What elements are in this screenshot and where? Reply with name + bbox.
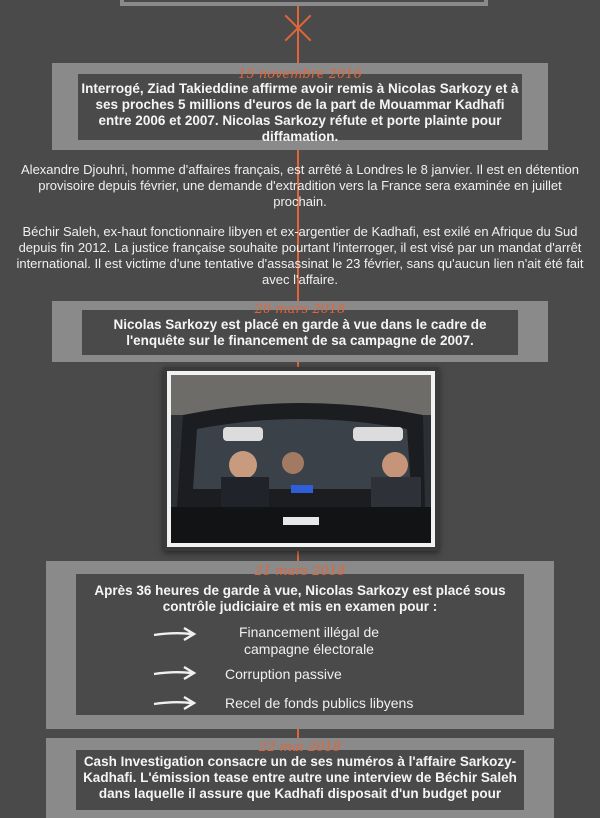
photo-sarkozy-car <box>163 367 439 551</box>
event-text: Après 36 heures de garde à vue, Nicolas Sarkozy est placé sous contrôle judiciaire et mis en examen pour : <box>94 583 506 614</box>
paragraph-djouhri: Alexandre Djouhri, homme d'affaires français, est arrêté à Londres le 8 janvier. Il est en détention provisoire depuis février, une demande d'extradition vers la France sera examinée en juillet prochain. <box>21 162 579 209</box>
event-text: Nicolas Sarkozy est placé en garde à vue dans le cadre de l'enquête sur le financement de sa campagne de 2007. <box>113 317 487 348</box>
arrow-right-icon <box>152 624 198 644</box>
event-card-mise-en-examen <box>46 561 554 729</box>
event-date: 21 mars 2018 <box>254 564 346 579</box>
previous-card-edge <box>120 0 488 6</box>
event-card-cash-investigation <box>46 738 554 818</box>
event-card-2016 <box>52 63 548 150</box>
event-text: Interrogé, Ziad Takieddine affirme avoir remis à Nicolas Sarkozy et à ses proches 5 millions d'euros de la part de Mouammar Kadhafi entre 2006 et 2007. Nicolas Sarkozy réfute et porte plainte pour diffamation. <box>81 81 519 144</box>
charge-item: Financement illégal de campagne électorale <box>238 624 380 657</box>
arrow-right-icon <box>152 663 198 683</box>
event-text: Cash Investigation consacre un de ses numéros à l'affaire Sarkozy-Kadhafi. L'émission tease entre autre une interview de Béchir Saleh dans laquelle il assure que Kadhafi disposait d'un budget pour <box>83 754 517 801</box>
event-date: 22 mai 2018 <box>258 740 342 755</box>
event-date: 15 novembre 2016 <box>238 67 362 82</box>
charge-item: Corruption passive <box>225 666 342 682</box>
event-card-garde-a-vue <box>52 301 548 362</box>
close-cross-icon <box>284 14 312 42</box>
charge-item: Recel de fonds publics libyens <box>225 695 414 711</box>
event-date: 20 mars 2018 <box>254 302 346 317</box>
arrow-right-icon <box>152 693 198 713</box>
paragraph-saleh: Béchir Saleh, ex-haut fonctionnaire libyen et ex-argentier de Kadhafi, est exilé en Afrique du Sud depuis fin 2012. La justice française souhaite pourtant l'interroger, il est visé par un mandat d'arrêt international. Il est victime d'une tentative d'assassinat le 23 février, sans qu'aucun lien n'ait été fait avec l'affaire. <box>16 224 584 287</box>
